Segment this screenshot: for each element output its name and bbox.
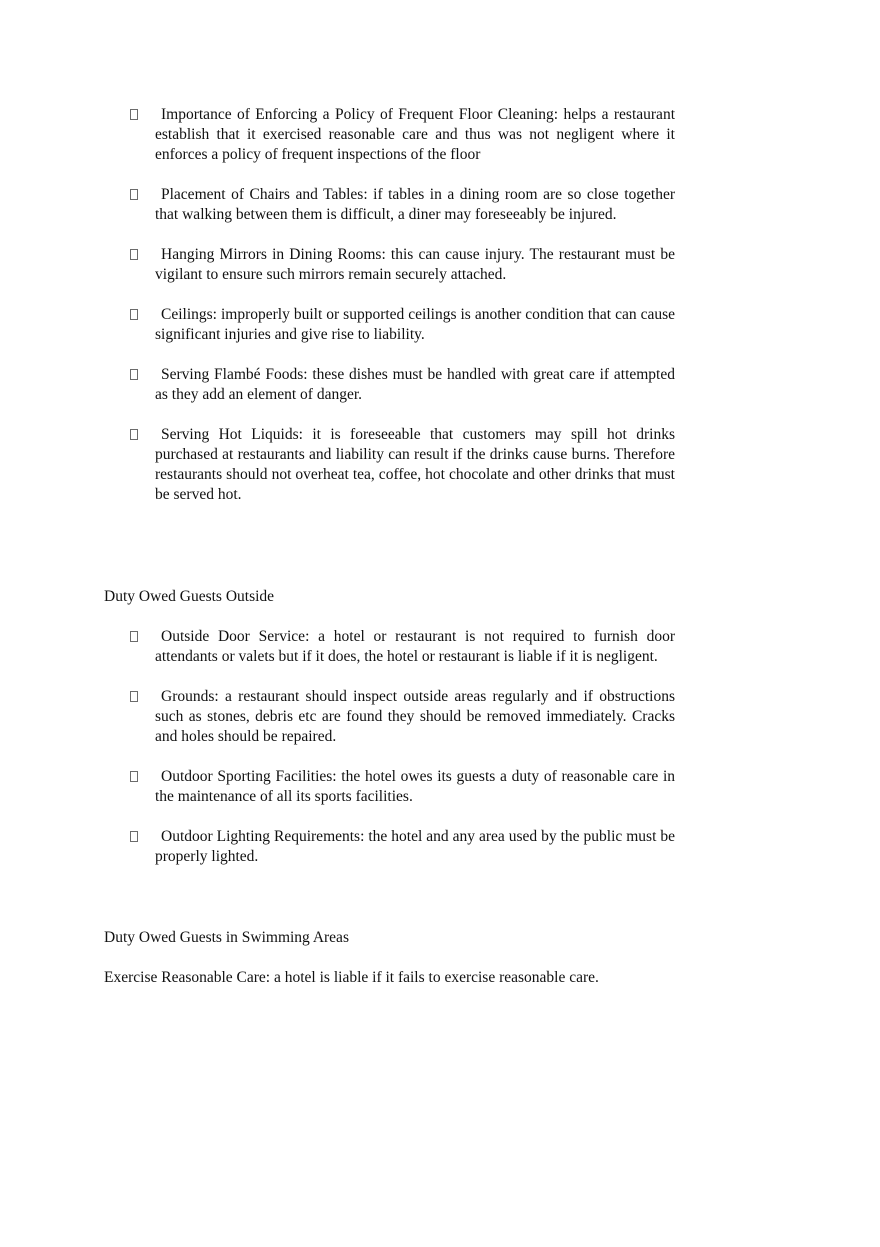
list-item-text: Importance of Enforcing a Policy of Frequent Floor Cleaning: helps a restaurant establish that it exercised reasonable care and thus was not negligent where it enforces a policy of frequent inspections of the floor	[155, 106, 675, 163]
list-item	[130, 827, 675, 867]
bullet-box-icon	[130, 109, 138, 120]
restaurant-hazards-list	[130, 105, 675, 505]
list-item-text: Grounds: a restaurant should inspect outside areas regularly and if obstructions such as stones, debris etc are found they should be removed immediately. Cracks and holes should be repaired.	[155, 688, 675, 745]
list-item-text: Outdoor Sporting Facilities: the hotel owes its guests a duty of reasonable care in the maintenance of all its sports facilities.	[155, 768, 675, 805]
list-item-text: Placement of Chairs and Tables: if tables in a dining room are so close together that walking between them is difficult, a diner may foreseeably be injured.	[155, 186, 675, 223]
list-item	[130, 687, 675, 747]
list-item	[130, 305, 675, 345]
list-item	[130, 425, 675, 505]
reasonable-care-paragraph: Exercise Reasonable Care: a hotel is liable if it fails to exercise reasonable care.	[104, 969, 599, 986]
bullet-box-icon	[130, 771, 138, 782]
list-item	[130, 767, 675, 807]
list-item-text: Ceilings: improperly built or supported ceilings is another condition that can cause significant injuries and give rise to liability.	[155, 306, 675, 343]
list-item-text: Outside Door Service: a hotel or restaurant is not required to furnish door attendants or valets but if it does, the hotel or restaurant is liable if it is negligent.	[155, 628, 675, 665]
outside-duties-list	[130, 627, 675, 867]
list-item-text: Outdoor Lighting Requirements: the hotel and any area used by the public must be properly lighted.	[155, 828, 675, 865]
section-heading-outside: Duty Owed Guests Outside	[104, 588, 275, 605]
list-item	[130, 245, 675, 285]
bullet-box-icon	[130, 691, 138, 702]
list-item	[130, 627, 675, 667]
bullet-box-icon	[130, 309, 138, 320]
bullet-box-icon	[130, 831, 138, 842]
section-heading-swimming: Duty Owed Guests in Swimming Areas	[104, 929, 349, 946]
list-item-text: Hanging Mirrors in Dining Rooms: this can cause injury. The restaurant must be vigilant to ensure such mirrors remain securely attached.	[155, 246, 675, 283]
list-item	[130, 185, 675, 225]
list-item	[130, 365, 675, 405]
bullet-box-icon	[130, 249, 138, 260]
bullet-box-icon	[130, 631, 138, 642]
bullet-box-icon	[130, 189, 138, 200]
bullet-box-icon	[130, 369, 138, 380]
list-item-text: Serving Hot Liquids: it is foreseeable that customers may spill hot drinks purchased at restaurants and liability can result if the drinks cause burns. Therefore restaurants should not overheat tea, coffee, hot chocolate and other drinks that must be served hot.	[155, 426, 675, 503]
list-item-text: Serving Flambé Foods: these dishes must be handled with great care if attempted as they add an element of danger.	[155, 366, 675, 403]
bullet-box-icon	[130, 429, 138, 440]
list-item	[130, 105, 675, 165]
